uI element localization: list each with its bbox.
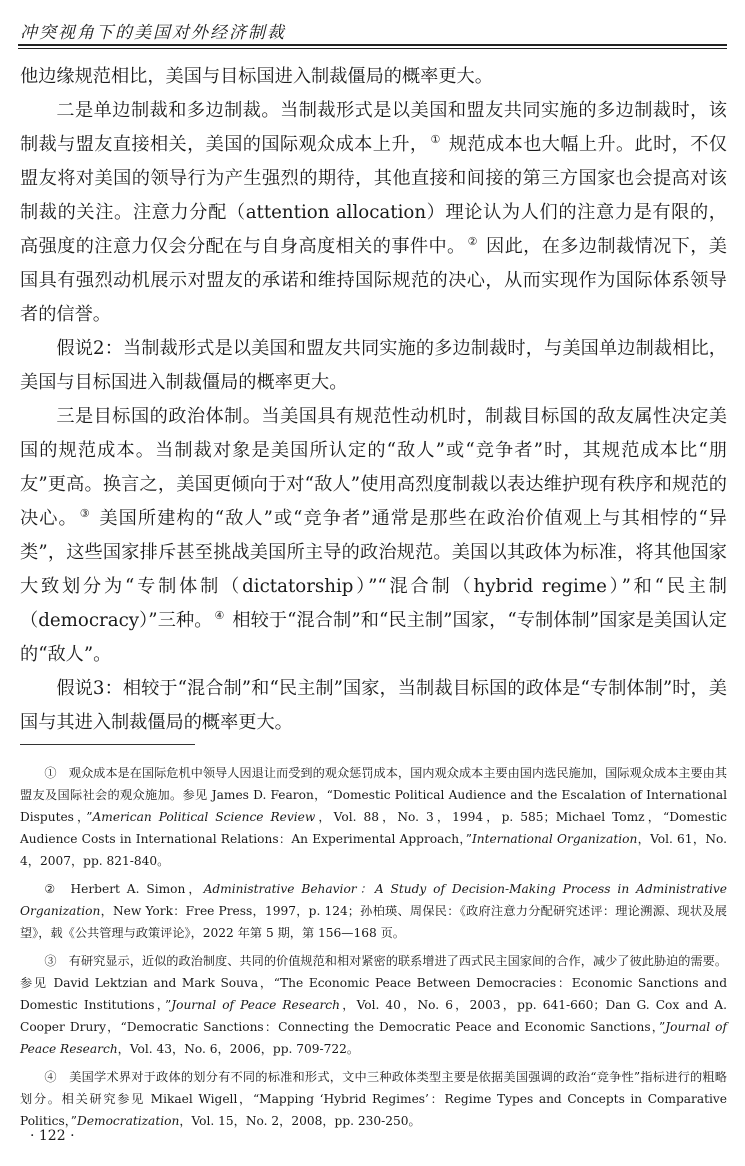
running-head: 冲突视角下的美国对外经济制裁 bbox=[20, 23, 286, 43]
footnote-text: 有研究显示，近似的政治制度、共同的价值规范和相对紧密的联系增进了西式民主国家间的合作，减少了彼此胁迫的需要。参见 David Lektzian and Mark Souva，“The Economic Peace Between Democracies：Economic Sanctions and Domestic Institutions，” bbox=[20, 954, 728, 1012]
header-rule-thin bbox=[18, 48, 727, 49]
footnote-text: Herbert A. Simon， bbox=[70, 882, 204, 896]
header-rule-thick bbox=[18, 44, 727, 46]
footnote-separator bbox=[20, 744, 195, 745]
footnote-number: ④ bbox=[44, 1070, 57, 1084]
footnote-text: ，Vol. 61，No. 4，2007，pp. 821-840。 bbox=[20, 832, 727, 868]
footnote-marker[interactable]: ① bbox=[430, 132, 441, 146]
footnote-text: ，Vol. 15，No. 2，2008，pp. 230-250。 bbox=[179, 1114, 421, 1128]
footnote-text: 美国学术界对于政体的划分有不同的标准和形式，文中三种政体类型主要是依据美国强调的政治“竞争性”指标进行的粗略划分。相关研究参见 Mikael Wigell，“Mapping ‘Hybrid Regimes’：Regime Types and Concepts in Comparative Politics，” bbox=[20, 1070, 727, 1128]
paragraph-text: 规范成本也大幅上升。此时，不仅盟友将对美国的领导行为产生强烈的期待，其他直接和间接的第三方国家也会提高对该制裁的关注。注意力分配（attention allocation）理论认为人们的注意力是有限的，高强度的注意力仅会分配在与自身高度相关的事件中。 bbox=[20, 134, 727, 257]
footnote bbox=[20, 878, 727, 944]
footnote-number: ② bbox=[44, 882, 59, 896]
paragraph: 假说2：当制裁形式是以美国和盟友共同实施的多边制裁时，与美国单边制裁相比，美国与目标国进入制裁僵局的概率更大。 bbox=[20, 338, 727, 393]
footnotes bbox=[20, 762, 727, 1138]
paragraph-text: 二是单边制裁和多边制裁。当制裁形式是以美国和盟友共同实施的多边制裁时，该制裁与盟友直接相关，美国的国际观众成本上升， bbox=[20, 100, 727, 155]
citation-title: Administrative Behavior：A Study of Decision-Making Process in Administrative Organization bbox=[20, 882, 727, 918]
footnote bbox=[20, 1066, 727, 1132]
footnote-marker[interactable]: ④ bbox=[214, 608, 225, 622]
body-text bbox=[20, 60, 727, 740]
footnote-text: ，Vol. 88，No. 3，1994，p. 585；Michael Tomz，“Domestic Audience Costs in International Relations：An Experimental Approach，” bbox=[20, 810, 727, 846]
paragraph-text: 因此，在多边制裁情况下，美国具有强烈动机展示对盟友的承诺和维持国际规范的决心，从而实现作为国际体系领导者的信誉。 bbox=[20, 236, 727, 325]
paragraph-text: 美国所建构的“敌人”或“竞争者”通常是那些在政治价值观上与其相悖的“异类”，这些国家排斥甚至挑战美国所主导的政治规范。美国以其政体为标准，将其他国家大致划分为“专制体制（dictatorship）”“混合制（hybrid regime）”和“民主制（democracy）”三种。 bbox=[20, 508, 727, 631]
paragraph bbox=[20, 94, 727, 332]
paragraph-text: 相较于“混合制”和“民主制”国家，“专制体制”国家是美国认定的“敌人”。 bbox=[20, 610, 727, 665]
footnote-text: ，Vol. 40，No. 6，2003，pp. 641-660；Dan G. Cox and A. Cooper Drury，“Democratic Sanctions：Connecting the Democratic Peace and Economic Sanctions，” bbox=[20, 998, 727, 1034]
footnote-number: ① bbox=[44, 766, 57, 780]
paragraph bbox=[20, 400, 727, 672]
page-number: · 122 · bbox=[30, 1128, 75, 1144]
paragraph: 他边缘规范相比，美国与目标国进入制裁僵局的概率更大。 bbox=[20, 66, 493, 87]
citation-title: Journal of Peace Research bbox=[20, 1020, 727, 1056]
citation-title: American Political Science Review bbox=[92, 810, 316, 824]
citation-title: Democratization bbox=[77, 1114, 180, 1128]
footnote-marker[interactable]: ③ bbox=[79, 506, 91, 520]
paragraph: 假说3：相较于“混合制”和“民主制”国家，当制裁目标国的政体是“专制体制”时，美国与其进入制裁僵局的概率更大。 bbox=[20, 678, 727, 733]
footnote-marker[interactable]: ② bbox=[467, 234, 478, 248]
footnote-text: 观众成本是在国际危机中领导人因退让而受到的观众惩罚成本，国内观众成本主要由国内选民施加，国际观众成本主要由其盟友及国际社会的观众施加。参见 James D. Fearon，“Domestic Political Audience and the Escalation of International Disputes，” bbox=[20, 766, 728, 824]
footnote-text: ，New York：Free Press，1997，p. 124；孙柏瑛、周保民：《政府注意力分配研究述评：理论溯源、现状及展望》，载《公共管理与政策评论》，2022 年第 5 期，第 156—168 页。 bbox=[20, 904, 727, 940]
citation-title: Journal of Peace Research bbox=[171, 998, 340, 1012]
footnote-text: ，Vol. 43，No. 6，2006，pp. 709-722。 bbox=[117, 1042, 360, 1056]
citation-title: International Organization bbox=[471, 832, 638, 846]
footnote-number: ③ bbox=[44, 954, 57, 968]
footnote bbox=[20, 762, 727, 872]
paragraph-text: 三是目标国的政治体制。当美国具有规范性动机时，制裁目标国的敌友属性决定美国的规范成本。当制裁对象是美国所认定的“敌人”或“竞争者”时，其规范成本比“朋友”更高。换言之，美国更倾向于对“敌人”使用高烈度制裁以表达维护现有秩序和规范的决心。 bbox=[20, 406, 727, 529]
footnote bbox=[20, 950, 727, 1060]
